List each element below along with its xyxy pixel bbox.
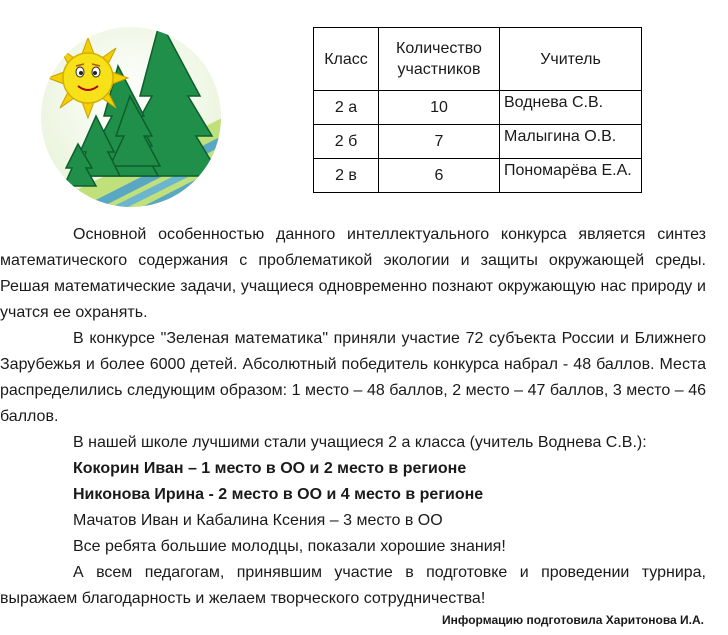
winner-third: Мачатов Иван и Кабалина Ксения – 3 место в ОО bbox=[73, 512, 443, 529]
cell-class: 2 а bbox=[314, 91, 379, 125]
cell-teacher: Пономарёва Е.А. bbox=[500, 159, 642, 193]
cell-count: 10 bbox=[379, 91, 500, 125]
credit-line: Информацию подготовила Харитонова И.А. bbox=[442, 613, 704, 627]
header-count: Количество участников bbox=[379, 28, 500, 91]
green-math-logo bbox=[40, 26, 222, 208]
cell-class: 2 в bbox=[314, 159, 379, 193]
cell-count: 6 bbox=[379, 159, 500, 193]
table-row bbox=[314, 159, 642, 193]
cell-teacher: Воднева С.В. bbox=[500, 91, 642, 125]
class-stats-table bbox=[313, 27, 642, 193]
winner-first: Кокорин Иван – 1 место в ОО и 2 место в регионе bbox=[73, 460, 467, 477]
header-class: Класс bbox=[314, 28, 379, 91]
cell-class: 2 б bbox=[314, 125, 379, 159]
thanks-paragraph: А всем педагогам, принявшим участие в подготовке и проведении турнира, выражаем благодарность и желаем творческого сотрудничества! bbox=[0, 564, 706, 607]
article-body bbox=[0, 222, 706, 612]
table-row bbox=[314, 125, 642, 159]
paragraph-contest: В конкурсе "Зеленая математика" приняли участие 72 субъекта России и Ближнего Зарубежья и более 6000 детей. Абсолютный победитель конкурса набрал - 48 баллов. Места распределились следующим образом: 1 место – 48 баллов, 2 место – 47 баллов, 3 место – 46 баллов. bbox=[0, 330, 706, 425]
praise-line: Все ребята большие молодцы, показали хорошие знания! bbox=[73, 538, 506, 555]
table-header-row bbox=[314, 28, 642, 91]
table-row bbox=[314, 91, 642, 125]
paragraph-school: В нашей школе лучшими стали учащиеся 2 а класса (учитель Воднева С.В.): bbox=[73, 434, 647, 451]
paragraph-intro: Основной особенностью данного интеллектуального конкурса является синтез математического содержания с проблематикой экологии и защиты окружающей среды. Решая математические задачи, учащиеся одновременно познают окружающую нас природу и учатся ее охранять. bbox=[0, 226, 706, 321]
cell-count: 7 bbox=[379, 125, 500, 159]
winner-second: Никонова Ирина - 2 место в ОО и 4 место в регионе bbox=[73, 486, 484, 503]
cell-teacher: Малыгина О.В. bbox=[500, 125, 642, 159]
header-teacher: Учитель bbox=[500, 28, 642, 91]
